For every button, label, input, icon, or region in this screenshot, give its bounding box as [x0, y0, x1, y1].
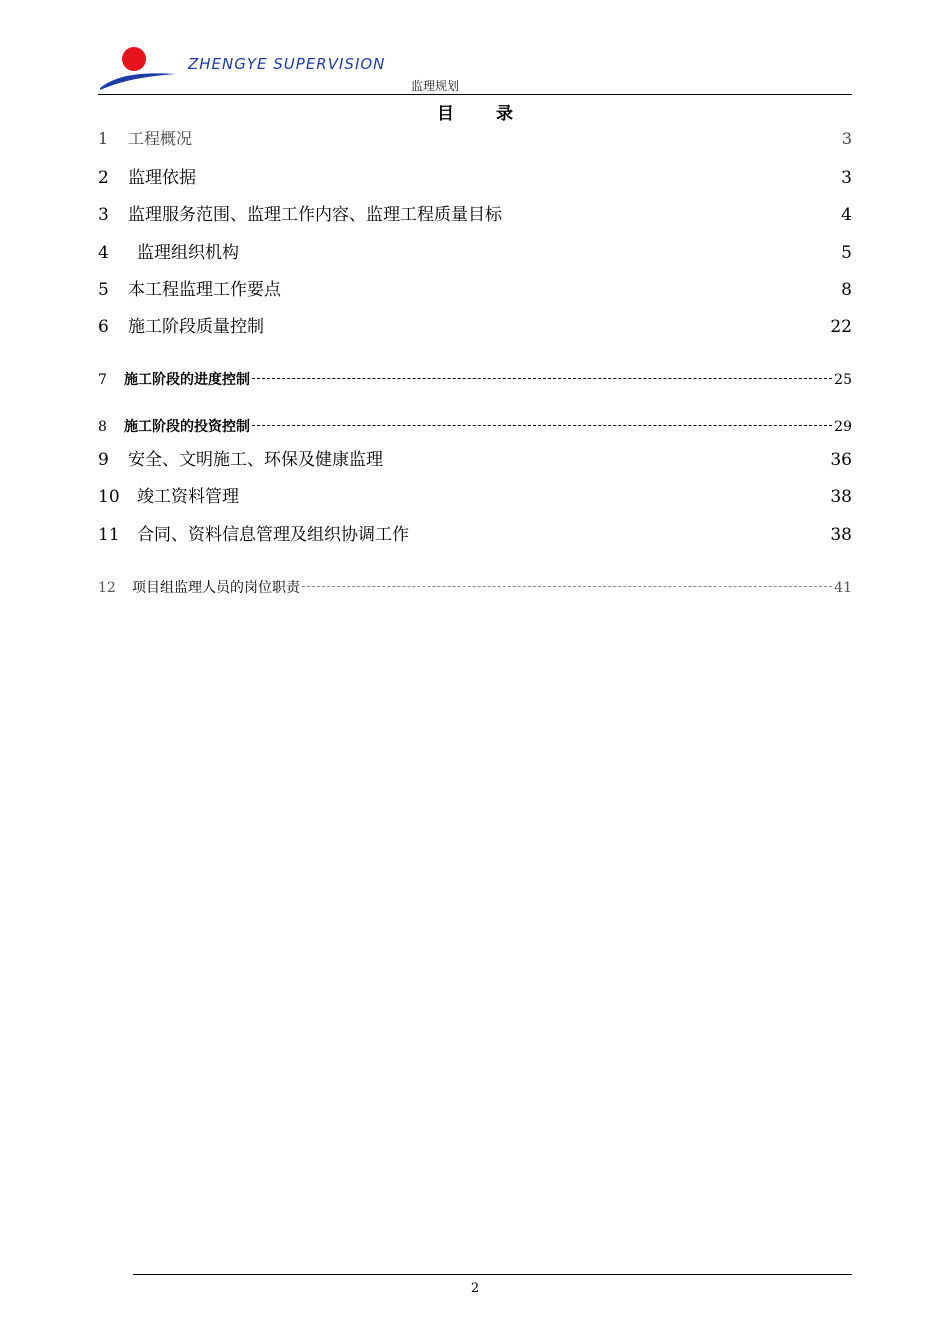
toc-entry[interactable]	[98, 163, 852, 188]
toc-entry-title: 本工程监理工作要点	[128, 280, 281, 300]
toc-entry-page: 3	[841, 129, 852, 148]
toc-entry[interactable]	[98, 577, 852, 597]
toc-entry[interactable]	[98, 520, 852, 545]
toc-leader-dots	[252, 378, 832, 379]
toc-entry-number: 4	[98, 243, 109, 263]
toc-entry[interactable]	[98, 126, 852, 149]
footer-divider	[133, 1274, 852, 1275]
footer-page-number: 2	[470, 1281, 480, 1296]
toc-entry-page: 22	[830, 317, 852, 337]
toc-entry-number: 12	[98, 580, 116, 596]
header-divider	[98, 94, 852, 95]
toc-entry[interactable]	[98, 416, 852, 436]
toc-entry-title: 项目组监理人员的岗位职责	[132, 580, 300, 596]
toc-entry[interactable]	[98, 275, 852, 300]
toc-leader-dots	[302, 586, 832, 587]
toc-entry[interactable]	[98, 200, 852, 225]
toc-entry-number: 11	[98, 525, 120, 545]
brand-name: ZHENGYE SUPERVISION	[188, 55, 386, 73]
toc-entry-page: 5	[841, 243, 852, 263]
toc-entry[interactable]	[98, 238, 852, 263]
toc-entry-title: 施工阶段的投资控制	[124, 419, 250, 435]
toc-entry-title: 监理依据	[128, 168, 196, 188]
toc-entry-number: 5	[98, 280, 109, 300]
toc-entry[interactable]	[98, 445, 852, 470]
toc-entry-number: 8	[98, 419, 107, 435]
toc-entry-page: 41	[834, 580, 852, 596]
toc-entry-number: 1	[98, 129, 109, 148]
toc-entry[interactable]	[98, 482, 852, 507]
toc-entry-number: 3	[98, 205, 109, 225]
toc-entry-title: 监理组织机构	[137, 243, 239, 263]
toc-entry-number: 9	[98, 450, 109, 470]
toc-entry-page: 38	[830, 487, 852, 507]
toc-entry-page: 8	[841, 280, 852, 300]
toc-entry[interactable]	[98, 369, 852, 389]
toc-entry-page: 29	[834, 419, 852, 435]
toc-entry-title: 施工阶段的进度控制	[124, 372, 250, 388]
toc-leader-dots	[252, 425, 832, 426]
toc-entry-page: 36	[830, 450, 852, 470]
company-logo	[98, 44, 178, 94]
toc-entry-title: 工程概况	[128, 129, 193, 148]
toc-entry-number: 2	[98, 168, 109, 188]
header-doc-title: 监理规划	[411, 79, 460, 93]
toc-entry-title: 施工阶段质量控制	[128, 317, 264, 337]
toc-entry-page: 4	[841, 205, 852, 225]
toc-entry-title: 监理服务范围、监理工作内容、监理工程质量目标	[128, 205, 502, 225]
toc-entry-number: 10	[98, 487, 120, 507]
toc-entry[interactable]	[98, 312, 852, 337]
toc-entry-page: 25	[834, 372, 852, 388]
toc-entry-title: 安全、文明施工、环保及健康监理	[128, 450, 383, 470]
toc-entry-title: 竣工资料管理	[137, 487, 239, 507]
toc-entry-page: 3	[841, 168, 852, 188]
toc-entry-number: 6	[98, 317, 109, 337]
toc-entry-page: 38	[830, 525, 852, 545]
toc-heading: 目 录	[437, 104, 531, 124]
toc-entry-title: 合同、资料信息管理及组织协调工作	[137, 525, 409, 545]
toc-entry-number: 7	[98, 372, 107, 388]
